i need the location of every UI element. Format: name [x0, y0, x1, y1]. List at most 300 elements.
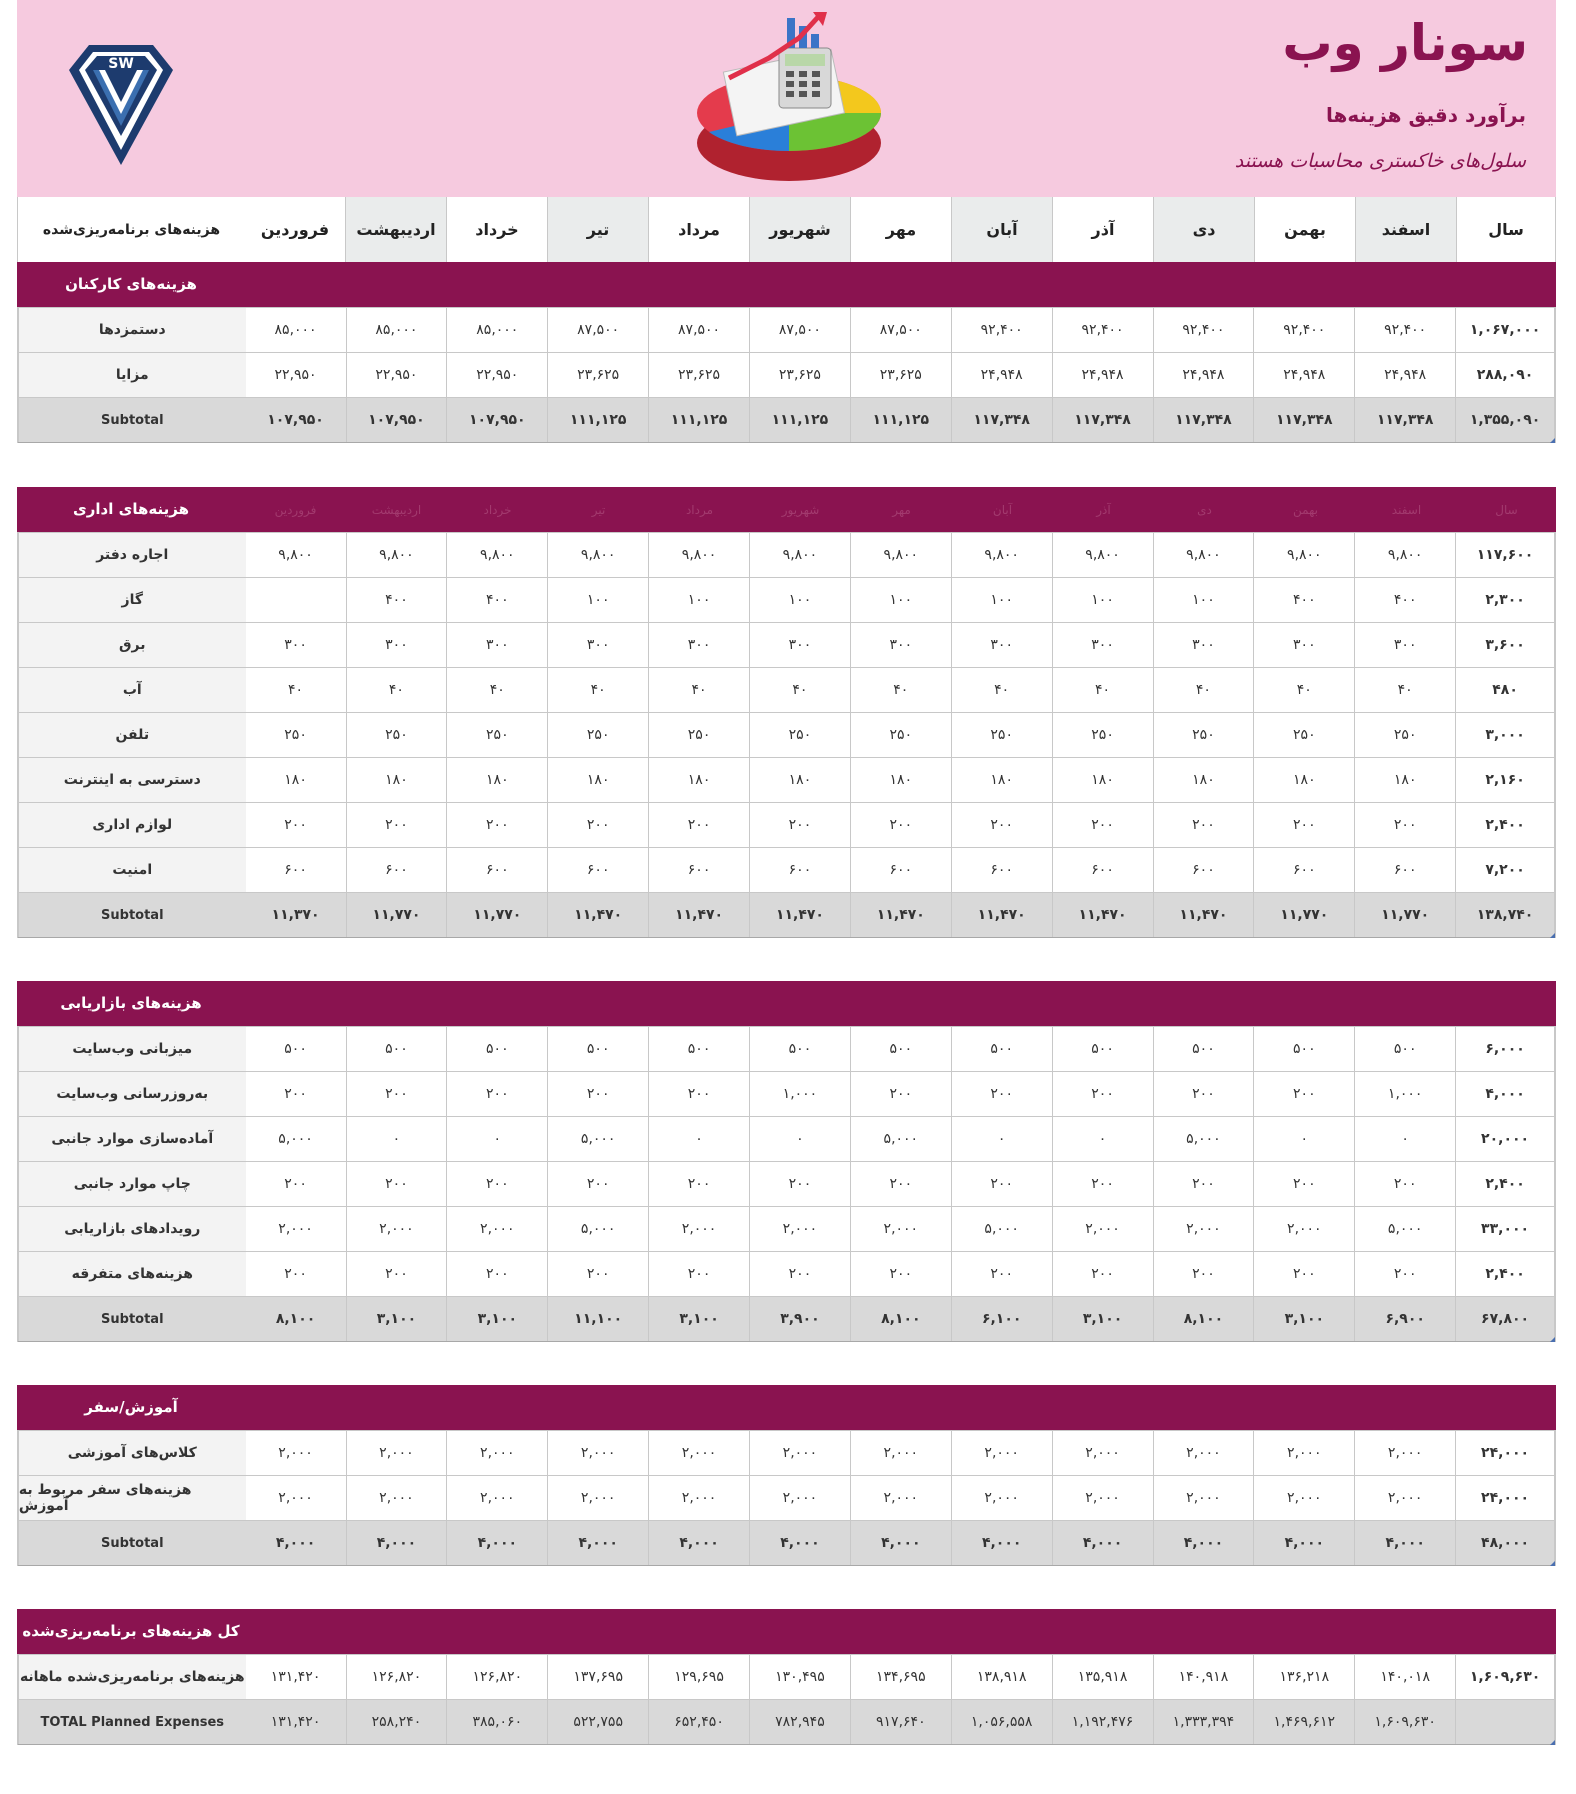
month-value-cell[interactable]: ۱۱,۴۷۰	[548, 893, 649, 937]
month-value-cell[interactable]: ۱۳۵,۹۱۸	[1053, 1655, 1154, 1699]
year-total-cell[interactable]: ۲۰,۰۰۰	[1456, 1117, 1555, 1161]
month-value-cell[interactable]: ۹,۸۰۰	[1053, 533, 1154, 577]
month-value-cell[interactable]: ۲۰۰	[1053, 1072, 1154, 1116]
month-value-cell[interactable]: ۶,۱۰۰	[952, 1297, 1053, 1341]
month-value-cell[interactable]: ۲,۰۰۰	[952, 1476, 1053, 1520]
month-value-cell[interactable]: ۱۱,۷۷۰	[1355, 893, 1456, 937]
month-value-cell[interactable]: ۲۴,۹۴۸	[1355, 353, 1456, 397]
month-value-cell[interactable]: ۴,۰۰۰	[548, 1521, 649, 1565]
month-value-cell[interactable]: ۲۰۰	[1355, 803, 1456, 847]
month-value-cell[interactable]: ۲۰۰	[347, 1072, 448, 1116]
month-value-cell[interactable]: ۱۸۰	[246, 758, 347, 802]
month-value-cell[interactable]: ۲۰۰	[851, 1072, 952, 1116]
month-value-cell[interactable]: ۳۰۰	[1254, 623, 1355, 667]
month-value-cell[interactable]: ۵۰۰	[246, 1027, 347, 1071]
month-value-cell[interactable]: ۲,۰۰۰	[246, 1431, 347, 1475]
month-value-cell[interactable]: ۳۰۰	[851, 623, 952, 667]
month-value-cell[interactable]: ۹,۸۰۰	[347, 533, 448, 577]
month-value-cell[interactable]: ۳,۱۰۰	[649, 1297, 750, 1341]
month-value-cell[interactable]: ۵۰۰	[347, 1027, 448, 1071]
month-value-cell[interactable]: ۲۰۰	[750, 803, 851, 847]
year-total-cell[interactable]: ۲,۴۰۰	[1456, 1252, 1555, 1296]
month-value-cell[interactable]: ۲,۰۰۰	[447, 1476, 548, 1520]
month-value-cell[interactable]: ۹۲,۴۰۰	[952, 308, 1053, 352]
month-value-cell[interactable]: ۴۰	[347, 668, 448, 712]
month-value-cell[interactable]: ۶۰۰	[347, 848, 448, 892]
month-value-cell[interactable]: ۲۰۰	[1355, 1252, 1456, 1296]
month-value-cell[interactable]: ۲۵۰	[1154, 713, 1255, 757]
month-value-cell[interactable]: ۱۰۰	[1053, 578, 1154, 622]
month-value-cell[interactable]: ۴۰۰	[1254, 578, 1355, 622]
year-total-cell[interactable]: ۲۴,۰۰۰	[1456, 1476, 1555, 1520]
month-value-cell[interactable]: ۴۰	[851, 668, 952, 712]
month-value-cell[interactable]: ۲۵۰	[347, 713, 448, 757]
month-value-cell[interactable]: ۱۱۷,۳۴۸	[1254, 398, 1355, 442]
month-value-cell[interactable]: ۵۲۲,۷۵۵	[548, 1700, 649, 1744]
month-value-cell[interactable]: ۱۳۱,۴۲۰	[246, 1700, 347, 1744]
month-value-cell[interactable]: ۲,۰۰۰	[649, 1476, 750, 1520]
month-value-cell[interactable]: ۲۵۰	[548, 713, 649, 757]
month-value-cell[interactable]: ۲,۰۰۰	[548, 1431, 649, 1475]
month-value-cell[interactable]: ۲,۰۰۰	[1355, 1476, 1456, 1520]
month-value-cell[interactable]: ۱۸۰	[1254, 758, 1355, 802]
month-value-cell[interactable]: ۲۲,۹۵۰	[347, 353, 448, 397]
month-value-cell[interactable]: ۲۰۰	[347, 1162, 448, 1206]
month-value-cell[interactable]: ۵۰۰	[1254, 1027, 1355, 1071]
month-value-cell[interactable]: ۲,۰۰۰	[1154, 1431, 1255, 1475]
year-total-cell[interactable]: ۳,۶۰۰	[1456, 623, 1555, 667]
month-value-cell[interactable]: ۲,۰۰۰	[750, 1207, 851, 1251]
month-value-cell[interactable]: ۸۵,۰۰۰	[246, 308, 347, 352]
month-value-cell[interactable]: ۸,۱۰۰	[246, 1297, 347, 1341]
month-value-cell[interactable]: ۳,۱۰۰	[447, 1297, 548, 1341]
month-value-cell[interactable]: ۶۰۰	[851, 848, 952, 892]
month-value-cell[interactable]: ۱,۳۳۳,۳۹۴	[1154, 1700, 1255, 1744]
month-value-cell[interactable]: ۰	[1254, 1117, 1355, 1161]
month-value-cell[interactable]: ۲,۰۰۰	[952, 1431, 1053, 1475]
month-value-cell[interactable]: ۴۰	[1254, 668, 1355, 712]
month-value-cell[interactable]: ۴۰۰	[1355, 578, 1456, 622]
month-value-cell[interactable]: ۲۰۰	[246, 1072, 347, 1116]
month-value-cell[interactable]: ۱,۴۶۹,۶۱۲	[1254, 1700, 1355, 1744]
month-value-cell[interactable]: ۵۰۰	[1355, 1027, 1456, 1071]
month-value-cell[interactable]: ۲۰۰	[952, 803, 1053, 847]
table-resize-handle[interactable]	[1550, 1337, 1555, 1342]
month-value-cell[interactable]: ۶۵۲,۴۵۰	[649, 1700, 750, 1744]
table-resize-handle[interactable]	[1550, 933, 1555, 938]
month-value-cell[interactable]: ۱۰۰	[851, 578, 952, 622]
month-value-cell[interactable]: ۲۰۰	[548, 1162, 649, 1206]
month-value-cell[interactable]: ۴,۰۰۰	[649, 1521, 750, 1565]
month-value-cell[interactable]: ۵,۰۰۰	[1355, 1207, 1456, 1251]
year-total-cell[interactable]	[1456, 1700, 1555, 1744]
month-value-cell[interactable]: ۲۵۰	[952, 713, 1053, 757]
month-value-cell[interactable]: ۲۰۰	[952, 1252, 1053, 1296]
year-total-cell[interactable]: ۳۳,۰۰۰	[1456, 1207, 1555, 1251]
month-value-cell[interactable]: ۵,۰۰۰	[548, 1117, 649, 1161]
month-value-cell[interactable]: ۸۷,۵۰۰	[750, 308, 851, 352]
month-value-cell[interactable]: ۲۰۰	[1053, 803, 1154, 847]
month-value-cell[interactable]: ۵,۰۰۰	[246, 1117, 347, 1161]
month-value-cell[interactable]: ۳۰۰	[1355, 623, 1456, 667]
month-value-cell[interactable]: ۸۷,۵۰۰	[649, 308, 750, 352]
month-value-cell[interactable]: ۲۵۸,۲۴۰	[347, 1700, 448, 1744]
month-value-cell[interactable]: ۵۰۰	[1154, 1027, 1255, 1071]
month-value-cell[interactable]: ۵,۰۰۰	[548, 1207, 649, 1251]
month-value-cell[interactable]: ۴۰	[1053, 668, 1154, 712]
month-value-cell[interactable]: ۴۰	[750, 668, 851, 712]
month-value-cell[interactable]: ۱۱,۴۷۰	[1154, 893, 1255, 937]
table-resize-handle[interactable]	[1550, 438, 1555, 443]
month-value-cell[interactable]: ۹,۸۰۰	[750, 533, 851, 577]
month-value-cell[interactable]: ۳۰۰	[347, 623, 448, 667]
month-value-cell[interactable]: ۷۸۲,۹۴۵	[750, 1700, 851, 1744]
month-value-cell[interactable]: ۲,۰۰۰	[750, 1431, 851, 1475]
month-value-cell[interactable]: ۸۵,۰۰۰	[447, 308, 548, 352]
month-value-cell[interactable]: ۸۷,۵۰۰	[851, 308, 952, 352]
month-value-cell[interactable]: ۹,۸۰۰	[649, 533, 750, 577]
month-value-cell[interactable]: ۱۲۶,۸۲۰	[347, 1655, 448, 1699]
month-value-cell[interactable]: ۲,۰۰۰	[1154, 1207, 1255, 1251]
month-value-cell[interactable]: ۲۴,۹۴۸	[952, 353, 1053, 397]
month-value-cell[interactable]: ۲۰۰	[1355, 1162, 1456, 1206]
month-value-cell[interactable]: ۱۱,۷۷۰	[1254, 893, 1355, 937]
month-value-cell[interactable]: ۲۰۰	[347, 803, 448, 847]
year-total-cell[interactable]: ۲,۱۶۰	[1456, 758, 1555, 802]
month-value-cell[interactable]: ۶۰۰	[1254, 848, 1355, 892]
month-value-cell[interactable]: ۸,۱۰۰	[1154, 1297, 1255, 1341]
month-value-cell[interactable]: ۹۱۷,۶۴۰	[851, 1700, 952, 1744]
month-value-cell[interactable]: ۱,۰۵۶,۵۵۸	[952, 1700, 1053, 1744]
month-value-cell[interactable]: ۲,۰۰۰	[649, 1431, 750, 1475]
month-value-cell[interactable]: ۱۱۷,۳۴۸	[1154, 398, 1255, 442]
month-value-cell[interactable]: ۴۰	[1355, 668, 1456, 712]
month-value-cell[interactable]: ۲,۰۰۰	[1154, 1476, 1255, 1520]
month-value-cell[interactable]: ۱,۰۰۰	[1355, 1072, 1456, 1116]
month-value-cell[interactable]: ۲۰۰	[447, 1162, 548, 1206]
month-value-cell[interactable]: ۲۰۰	[1154, 1162, 1255, 1206]
year-total-cell[interactable]: ۱۱۷,۶۰۰	[1456, 533, 1555, 577]
month-value-cell[interactable]: ۱۸۰	[1355, 758, 1456, 802]
month-value-cell[interactable]: ۱۱۱,۱۲۵	[649, 398, 750, 442]
month-value-cell[interactable]: ۱۱۱,۱۲۵	[750, 398, 851, 442]
month-value-cell[interactable]: ۲۰۰	[750, 1252, 851, 1296]
month-value-cell[interactable]: ۱۰۷,۹۵۰	[447, 398, 548, 442]
month-value-cell[interactable]: ۲۰۰	[952, 1162, 1053, 1206]
month-value-cell[interactable]: ۱۳۴,۶۹۵	[851, 1655, 952, 1699]
month-value-cell[interactable]: ۴,۰۰۰	[1254, 1521, 1355, 1565]
month-value-cell[interactable]: ۲۵۰	[1053, 713, 1154, 757]
month-value-cell[interactable]: ۲,۰۰۰	[851, 1207, 952, 1251]
month-value-cell[interactable]: ۱۱,۱۰۰	[548, 1297, 649, 1341]
month-value-cell[interactable]: ۳۰۰	[649, 623, 750, 667]
month-value-cell[interactable]: ۳,۱۰۰	[1254, 1297, 1355, 1341]
month-value-cell[interactable]: ۲۰۰	[649, 1252, 750, 1296]
month-value-cell[interactable]: ۵,۰۰۰	[851, 1117, 952, 1161]
month-value-cell[interactable]: ۴,۰۰۰	[851, 1521, 952, 1565]
month-value-cell[interactable]: ۳,۱۰۰	[1053, 1297, 1154, 1341]
month-value-cell[interactable]: ۲۵۰	[1254, 713, 1355, 757]
month-value-cell[interactable]: ۱۱,۳۷۰	[246, 893, 347, 937]
month-value-cell[interactable]: ۱۰۰	[952, 578, 1053, 622]
month-value-cell[interactable]: ۳۰۰	[246, 623, 347, 667]
month-value-cell[interactable]: ۴۰۰	[447, 578, 548, 622]
month-value-cell[interactable]: ۲۰۰	[246, 1252, 347, 1296]
month-value-cell[interactable]: ۲,۰۰۰	[1254, 1476, 1355, 1520]
month-value-cell[interactable]: ۱۲۹,۶۹۵	[649, 1655, 750, 1699]
month-value-cell[interactable]: ۵۰۰	[750, 1027, 851, 1071]
month-value-cell[interactable]: ۲۵۰	[649, 713, 750, 757]
month-value-cell[interactable]: ۲۰۰	[649, 803, 750, 847]
month-value-cell[interactable]: ۲,۰۰۰	[347, 1476, 448, 1520]
month-value-cell[interactable]: ۱۲۶,۸۲۰	[447, 1655, 548, 1699]
month-value-cell[interactable]: ۱۸۰	[750, 758, 851, 802]
month-value-cell[interactable]: ۲۰۰	[1154, 803, 1255, 847]
month-value-cell[interactable]: ۲۰۰	[548, 1072, 649, 1116]
month-value-cell[interactable]: ۵۰۰	[649, 1027, 750, 1071]
month-value-cell[interactable]: ۱۳۶,۲۱۸	[1254, 1655, 1355, 1699]
month-value-cell[interactable]: ۱۱۱,۱۲۵	[548, 398, 649, 442]
month-value-cell[interactable]: ۴۰	[1154, 668, 1255, 712]
month-value-cell[interactable]: ۲,۰۰۰	[548, 1476, 649, 1520]
month-value-cell[interactable]: ۱۸۰	[1154, 758, 1255, 802]
month-value-cell[interactable]: ۲۵۰	[750, 713, 851, 757]
month-value-cell[interactable]: ۵,۰۰۰	[1154, 1117, 1255, 1161]
month-value-cell[interactable]: ۳,۹۰۰	[750, 1297, 851, 1341]
month-value-cell[interactable]: ۲۰۰	[246, 1162, 347, 1206]
month-value-cell[interactable]: ۳۰۰	[1053, 623, 1154, 667]
month-value-cell[interactable]: ۴,۰۰۰	[952, 1521, 1053, 1565]
month-value-cell[interactable]: ۴,۰۰۰	[750, 1521, 851, 1565]
month-value-cell[interactable]: ۲۲,۹۵۰	[447, 353, 548, 397]
month-value-cell[interactable]: ۳۰۰	[952, 623, 1053, 667]
month-value-cell[interactable]: ۵۰۰	[548, 1027, 649, 1071]
month-value-cell[interactable]: ۱۸۰	[548, 758, 649, 802]
month-value-cell[interactable]: ۴۰	[447, 668, 548, 712]
month-value-cell[interactable]: ۲۰۰	[649, 1072, 750, 1116]
month-value-cell[interactable]: ۶,۹۰۰	[1355, 1297, 1456, 1341]
year-total-cell[interactable]: ۲۸۸,۰۹۰	[1456, 353, 1555, 397]
month-value-cell[interactable]: ۱۸۰	[347, 758, 448, 802]
month-value-cell[interactable]: ۶۰۰	[548, 848, 649, 892]
month-value-cell[interactable]: ۲,۰۰۰	[347, 1207, 448, 1251]
month-value-cell[interactable]: ۲,۰۰۰	[1053, 1431, 1154, 1475]
month-value-cell[interactable]: ۲۰۰	[1053, 1252, 1154, 1296]
year-total-cell[interactable]: ۴۸۰	[1456, 668, 1555, 712]
month-value-cell[interactable]: ۳۸۵,۰۶۰	[447, 1700, 548, 1744]
month-value-cell[interactable]: ۱۱,۷۷۰	[347, 893, 448, 937]
month-value-cell[interactable]: ۶۰۰	[649, 848, 750, 892]
month-value-cell[interactable]: ۶۰۰	[1154, 848, 1255, 892]
month-value-cell[interactable]: ۱۳۷,۶۹۵	[548, 1655, 649, 1699]
year-total-cell[interactable]: ۲۴,۰۰۰	[1456, 1431, 1555, 1475]
month-value-cell[interactable]: ۲۰۰	[548, 1252, 649, 1296]
month-value-cell[interactable]: ۲۳,۶۲۵	[750, 353, 851, 397]
month-value-cell[interactable]: ۱۸۰	[649, 758, 750, 802]
month-value-cell[interactable]: ۵,۰۰۰	[952, 1207, 1053, 1251]
month-value-cell[interactable]: ۹,۸۰۰	[246, 533, 347, 577]
month-value-cell[interactable]: ۲,۰۰۰	[1355, 1431, 1456, 1475]
month-value-cell[interactable]: ۰	[1355, 1117, 1456, 1161]
month-value-cell[interactable]: ۲,۰۰۰	[851, 1476, 952, 1520]
month-value-cell[interactable]: ۴۰	[952, 668, 1053, 712]
month-value-cell[interactable]: ۴,۰۰۰	[347, 1521, 448, 1565]
month-value-cell[interactable]: ۲۴,۹۴۸	[1154, 353, 1255, 397]
month-value-cell[interactable]: ۹,۸۰۰	[1154, 533, 1255, 577]
month-value-cell[interactable]: ۴,۰۰۰	[447, 1521, 548, 1565]
year-total-cell[interactable]: ۲,۴۰۰	[1456, 803, 1555, 847]
month-value-cell[interactable]: ۲,۰۰۰	[246, 1476, 347, 1520]
month-value-cell[interactable]: ۲۰۰	[548, 803, 649, 847]
month-value-cell[interactable]: ۶۰۰	[1053, 848, 1154, 892]
month-value-cell[interactable]: ۹,۸۰۰	[447, 533, 548, 577]
month-value-cell[interactable]: ۰	[347, 1117, 448, 1161]
month-value-cell[interactable]: ۸۷,۵۰۰	[548, 308, 649, 352]
month-value-cell[interactable]: ۲۰۰	[649, 1162, 750, 1206]
month-value-cell[interactable]: ۲۰۰	[447, 1072, 548, 1116]
month-value-cell[interactable]: ۲۰۰	[1154, 1072, 1255, 1116]
year-total-cell[interactable]: ۴۸,۰۰۰	[1456, 1521, 1555, 1565]
month-value-cell[interactable]: ۸۵,۰۰۰	[347, 308, 448, 352]
month-value-cell[interactable]: ۹۲,۴۰۰	[1254, 308, 1355, 352]
month-value-cell[interactable]: ۴,۰۰۰	[1053, 1521, 1154, 1565]
month-value-cell[interactable]: ۹۲,۴۰۰	[1355, 308, 1456, 352]
month-value-cell[interactable]: ۱۱۷,۳۴۸	[952, 398, 1053, 442]
month-value-cell[interactable]: ۱۱,۷۷۰	[447, 893, 548, 937]
month-value-cell[interactable]: ۲,۰۰۰	[851, 1431, 952, 1475]
month-value-cell[interactable]: ۴,۰۰۰	[1355, 1521, 1456, 1565]
month-value-cell[interactable]: ۴۰	[548, 668, 649, 712]
month-value-cell[interactable]: ۹,۸۰۰	[548, 533, 649, 577]
month-value-cell[interactable]: ۵۰۰	[447, 1027, 548, 1071]
month-value-cell[interactable]: ۳۰۰	[1154, 623, 1255, 667]
month-value-cell[interactable]: ۲,۰۰۰	[1254, 1431, 1355, 1475]
month-value-cell[interactable]: ۱۱,۴۷۰	[952, 893, 1053, 937]
month-value-cell[interactable]: ۱۱,۴۷۰	[851, 893, 952, 937]
month-value-cell[interactable]: ۹,۸۰۰	[952, 533, 1053, 577]
month-value-cell[interactable]: ۲۳,۶۲۵	[548, 353, 649, 397]
month-value-cell[interactable]: ۹,۸۰۰	[1355, 533, 1456, 577]
month-value-cell[interactable]: ۳۰۰	[750, 623, 851, 667]
month-value-cell[interactable]: ۱۰۷,۹۵۰	[347, 398, 448, 442]
year-total-cell[interactable]: ۲,۳۰۰	[1456, 578, 1555, 622]
month-value-cell[interactable]: ۰	[750, 1117, 851, 1161]
year-total-cell[interactable]: ۶۷,۸۰۰	[1456, 1297, 1555, 1341]
month-value-cell[interactable]: ۶۰۰	[246, 848, 347, 892]
month-value-cell[interactable]: ۵۰۰	[1053, 1027, 1154, 1071]
month-value-cell[interactable]: ۲۲,۹۵۰	[246, 353, 347, 397]
year-total-cell[interactable]: ۶,۰۰۰	[1456, 1027, 1555, 1071]
month-value-cell[interactable]: ۱۴۰,۹۱۸	[1154, 1655, 1255, 1699]
month-value-cell[interactable]: ۱۱,۴۷۰	[649, 893, 750, 937]
month-value-cell[interactable]: ۵۰۰	[952, 1027, 1053, 1071]
month-value-cell[interactable]: ۳,۱۰۰	[347, 1297, 448, 1341]
month-value-cell[interactable]: ۱۱۱,۱۲۵	[851, 398, 952, 442]
month-value-cell[interactable]: ۲,۰۰۰	[649, 1207, 750, 1251]
month-value-cell[interactable]: ۴۰	[246, 668, 347, 712]
month-value-cell[interactable]: ۲۰۰	[952, 1072, 1053, 1116]
month-value-cell[interactable]: ۲,۰۰۰	[1254, 1207, 1355, 1251]
month-value-cell[interactable]: ۴۰۰	[347, 578, 448, 622]
month-value-cell[interactable]: ۶۰۰	[750, 848, 851, 892]
year-total-cell[interactable]: ۱۳۸,۷۴۰	[1456, 893, 1555, 937]
month-value-cell[interactable]: ۴۰	[649, 668, 750, 712]
month-value-cell[interactable]: ۲۰۰	[246, 803, 347, 847]
month-value-cell[interactable]: ۲۰۰	[447, 803, 548, 847]
month-value-cell[interactable]: ۱۱,۴۷۰	[750, 893, 851, 937]
year-total-cell[interactable]: ۲,۴۰۰	[1456, 1162, 1555, 1206]
month-value-cell[interactable]: ۱,۱۹۲,۴۷۶	[1053, 1700, 1154, 1744]
month-value-cell[interactable]: ۲۵۰	[447, 713, 548, 757]
month-value-cell[interactable]: ۲۴,۹۴۸	[1053, 353, 1154, 397]
month-value-cell[interactable]: ۵۰۰	[851, 1027, 952, 1071]
month-value-cell[interactable]: ۱۰۰	[1154, 578, 1255, 622]
month-value-cell[interactable]: ۹,۸۰۰	[1254, 533, 1355, 577]
month-value-cell[interactable]: ۲۰۰	[1254, 803, 1355, 847]
month-value-cell[interactable]: ۸,۱۰۰	[851, 1297, 952, 1341]
table-resize-handle[interactable]	[1550, 1740, 1555, 1745]
month-value-cell[interactable]: ۲,۰۰۰	[246, 1207, 347, 1251]
month-value-cell[interactable]: ۱,۶۰۹,۶۳۰	[1355, 1700, 1456, 1744]
year-total-cell[interactable]: ۳,۰۰۰	[1456, 713, 1555, 757]
year-total-cell[interactable]: ۱,۰۶۷,۰۰۰	[1456, 308, 1555, 352]
month-value-cell[interactable]: ۱۱۷,۳۴۸	[1053, 398, 1154, 442]
month-value-cell[interactable]: ۳۰۰	[548, 623, 649, 667]
month-value-cell[interactable]: ۲,۰۰۰	[1053, 1476, 1154, 1520]
month-value-cell[interactable]: ۱,۰۰۰	[750, 1072, 851, 1116]
month-value-cell[interactable]: ۲,۰۰۰	[447, 1207, 548, 1251]
year-total-cell[interactable]: ۷,۲۰۰	[1456, 848, 1555, 892]
month-value-cell[interactable]: ۲,۰۰۰	[750, 1476, 851, 1520]
month-value-cell[interactable]: ۲۵۰	[851, 713, 952, 757]
month-value-cell[interactable]: ۱۰۰	[548, 578, 649, 622]
month-value-cell[interactable]: ۰	[1053, 1117, 1154, 1161]
year-total-cell[interactable]: ۱,۶۰۹,۶۳۰	[1456, 1655, 1555, 1699]
month-value-cell[interactable]: ۱۸۰	[851, 758, 952, 802]
month-value-cell[interactable]: ۹,۸۰۰	[851, 533, 952, 577]
month-value-cell[interactable]: ۱۰۷,۹۵۰	[246, 398, 347, 442]
month-value-cell[interactable]: ۶۰۰	[952, 848, 1053, 892]
month-value-cell[interactable]: ۲۰۰	[347, 1252, 448, 1296]
month-value-cell[interactable]: ۹۲,۴۰۰	[1053, 308, 1154, 352]
month-value-cell[interactable]: ۱۱,۴۷۰	[1053, 893, 1154, 937]
month-value-cell[interactable]: ۲۰۰	[447, 1252, 548, 1296]
month-value-cell[interactable]: ۴,۰۰۰	[246, 1521, 347, 1565]
month-value-cell[interactable]: ۲۰۰	[1254, 1072, 1355, 1116]
table-resize-handle[interactable]	[1550, 1561, 1555, 1566]
month-value-cell[interactable]: ۶۰۰	[1355, 848, 1456, 892]
year-total-cell[interactable]: ۱,۳۵۵,۰۹۰	[1456, 398, 1555, 442]
month-value-cell[interactable]: ۲۰۰	[851, 1252, 952, 1296]
month-value-cell[interactable]: ۲۰۰	[1154, 1252, 1255, 1296]
month-value-cell[interactable]: ۴,۰۰۰	[1154, 1521, 1255, 1565]
month-value-cell[interactable]: ۲۰۰	[1254, 1162, 1355, 1206]
month-value-cell[interactable]: ۹۲,۴۰۰	[1154, 308, 1255, 352]
month-value-cell[interactable]: ۱۰۰	[750, 578, 851, 622]
month-value-cell[interactable]: ۲۰۰	[851, 803, 952, 847]
month-value-cell[interactable]: ۲۴,۹۴۸	[1254, 353, 1355, 397]
month-value-cell[interactable]: ۰	[649, 1117, 750, 1161]
month-value-cell[interactable]: ۲۰۰	[750, 1162, 851, 1206]
month-value-cell[interactable]: ۲,۰۰۰	[1053, 1207, 1154, 1251]
month-value-cell[interactable]: ۱۰۰	[649, 578, 750, 622]
month-value-cell[interactable]: ۰	[952, 1117, 1053, 1161]
month-value-cell[interactable]: ۰	[447, 1117, 548, 1161]
month-value-cell[interactable]: ۲۰۰	[851, 1162, 952, 1206]
month-value-cell[interactable]: ۱۱۷,۳۴۸	[1355, 398, 1456, 442]
month-value-cell[interactable]: ۱۳۸,۹۱۸	[952, 1655, 1053, 1699]
month-value-cell[interactable]: ۱۸۰	[447, 758, 548, 802]
